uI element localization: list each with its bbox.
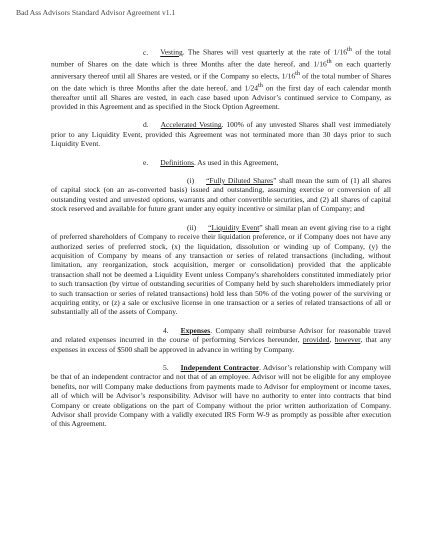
however-term: however (334, 335, 361, 345)
section-4-expenses (51, 326, 391, 354)
section-4-text-2: , that any expenses in excess of $500 shall be approved in advance in writing by Company. (51, 335, 392, 354)
def-i-label: (i) (187, 176, 195, 186)
vesting-paragraph (51, 45, 391, 111)
accelerated-text: . 100% of any unvested Shares shall vest immediately prior to any Liquidity Event, provided this Agreement was not terminated more than 30 days prior to such Liquidity Event. (51, 120, 392, 149)
section-4-comma: , (329, 335, 335, 345)
vesting-text-2: of the total number of Shares on the date which is three Months after the date hereof, and 1/16 (51, 47, 391, 69)
section-4-label: 4. (163, 325, 169, 335)
definitions-paragraph (51, 158, 391, 167)
vesting-text-1: . The Shares will vest quarterly at the rate of 1/16 (182, 47, 347, 57)
section-5-text: . Advisor’s relationship with Company will be that of an independent contractor and not that of an employee. Advisor will not be eligible for any employee benefits, nor will Company make deductions from payments made to Advisor for employment or income taxes, all of which will be Advisor’s responsibility. Advisor will have no authority to enter into contracts that bind Company or create obligations on the part of Company without the prior written authorization of Company. Advisor shall provide Company with a validly executed IRS Form W-9 as promptly as possible after execution of this Agreement. (51, 362, 392, 429)
def-ii-term: “Liquidity Event (208, 222, 260, 232)
vesting-label: c. (143, 47, 149, 57)
section-5-label: 5. (163, 362, 169, 372)
section-5-independent-contractor (51, 363, 391, 429)
definitions-label: e. (143, 157, 149, 167)
section-5-heading: Independent Contractor (180, 362, 260, 372)
definition-liquidity-event (51, 223, 391, 317)
vesting-sup-1: th (346, 46, 352, 53)
vesting-text-3: on each quarterly anniversary thereof until all Shares are vested, or if the Company so elects, 1/16 (51, 59, 391, 81)
section-4-text-1: . Company shall reimburse Advisor for reasonable travel and related expenses incurred in the course of performing Services hereunder, (51, 325, 391, 345)
definition-fully-diluted-shares (51, 176, 391, 214)
vesting-sup-3: th (295, 69, 300, 77)
def-i-text: ” shall mean the sum of (1) all shares of capital stock (on an as-converted basis) issued and outstanding, assuming exercise or conversion of all outstanding vested and unvested options, warrants and other convertible securities, and (2) all shares of capital stock reserved and available for future grant under any equity incentive or similar plan of Company; and (51, 176, 391, 214)
vesting-sup-2: th (326, 57, 332, 65)
vesting-text-4: of the total number of Shares on the date which is three Months after the date hereof, and 1/24 (51, 71, 391, 93)
def-ii-label: (ii) (187, 222, 197, 232)
definitions-text: . As used in this Agreement, (193, 157, 279, 167)
accelerated-heading: Accelerated Vesting (160, 120, 222, 130)
vesting-heading: Vesting (160, 47, 183, 57)
definitions-heading: Definitions (160, 157, 194, 167)
document-body (51, 45, 391, 438)
def-ii-text: ” shall mean an event giving rise to a right of preferred shareholders of Company to receive their liquidation preference, or if Company does not have any authorized series of preferred stock, (x) the liquidation, dissolution or winding up of Company, (y) the acquisition of Company by means of any transaction or series of related transactions (including, without limitation, any reorganization, stock acquisition, merger or consolidation) provided that the applicable transaction shall not be deemed a Liquidity Event unless Company's shareholders constituted immediately prior to such transaction (by virtue of outstanding securities of Company held by such shareholders immediately prior to such transaction or series of related transactions) hold less than 50% of the voting power of the surviving or acquiring entity, or (z) a sale or exclusive license in one transaction or a series of related transactions of all or substantially all of the assets of Company. (51, 222, 391, 317)
provided-term: provided (302, 335, 330, 345)
def-i-term: “Fully Diluted Shares (206, 176, 274, 186)
accelerated-vesting-paragraph (51, 120, 391, 148)
section-4-heading: Expenses (180, 325, 211, 335)
vesting-text-5: on the first day of each calendar month thereafter until all Shares are vested, in each case based upon Advisor’s continued service to Company, as provided in this Agreement and as specified in the Stock Option Agreement. (51, 83, 392, 112)
document-header: Bad Ass Advisors Standard Advisor Agreement v1.1 (16, 8, 176, 17)
accelerated-label: d. (143, 120, 149, 130)
vesting-sup-4: th (258, 81, 263, 89)
